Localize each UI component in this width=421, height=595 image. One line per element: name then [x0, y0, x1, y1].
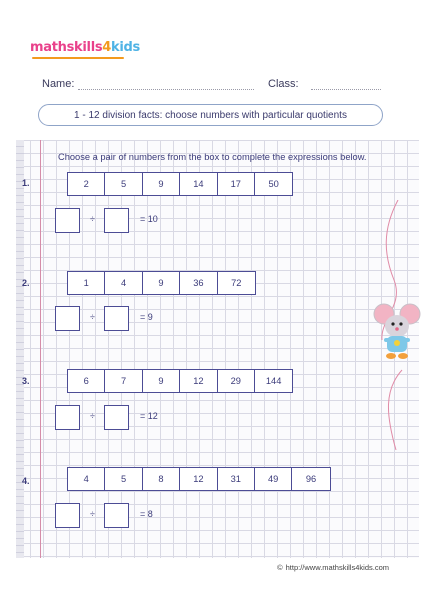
problem-2-divide-sign: ÷ — [90, 312, 95, 322]
margin-line — [40, 140, 41, 558]
name-field[interactable] — [78, 80, 254, 90]
brand-logo-part-4: 4 — [102, 39, 112, 55]
problem-3-choice[interactable]: 144 — [265, 376, 282, 386]
problem-3-number: 3. — [22, 376, 30, 386]
problem-3-choice[interactable]: 6 — [68, 370, 105, 392]
problem-4-choice[interactable]: 5 — [105, 468, 142, 490]
problem-1-divide-sign: ÷ — [90, 214, 95, 224]
problem-3-number-box — [67, 369, 293, 393]
problem-4-divide-sign: ÷ — [90, 509, 95, 519]
problem-4-number: 4. — [22, 476, 30, 486]
problem-1-choice[interactable]: 17 — [218, 173, 255, 195]
brand-logo — [30, 38, 140, 56]
problem-1-choice[interactable]: 5 — [105, 173, 142, 195]
name-label: Name: — [42, 78, 75, 90]
problem-4-choice[interactable]: 31 — [218, 468, 255, 490]
problem-2-choice[interactable]: 4 — [105, 272, 142, 294]
problem-3-choice[interactable]: 7 — [105, 370, 142, 392]
problem-3-dividend-box[interactable] — [55, 405, 80, 430]
class-label: Class: — [268, 78, 299, 90]
brand-logo-underline — [32, 57, 124, 59]
problem-4-dividend-box[interactable] — [55, 503, 80, 528]
brand-logo-part-skills: skills — [66, 39, 103, 55]
problem-3-divisor-box[interactable] — [104, 405, 129, 430]
problem-1-choice[interactable]: 9 — [143, 173, 180, 195]
name-row — [42, 78, 254, 90]
problem-2-choice[interactable]: 9 — [143, 272, 180, 294]
problem-1-number: 1. — [22, 178, 30, 188]
class-row — [268, 78, 381, 90]
problem-1-number-box — [67, 172, 293, 196]
problem-4-divisor-box[interactable] — [104, 503, 129, 528]
problem-2-number-box — [67, 271, 256, 295]
footer-url-link[interactable]: http://www.mathskills4kids.com — [285, 563, 389, 572]
spiral-binding — [16, 140, 24, 558]
problem-2-choice[interactable]: 72 — [231, 278, 242, 288]
problem-4-quotient: = 8 — [140, 509, 153, 519]
problem-2-quotient: = 9 — [140, 312, 153, 322]
problem-2-divisor-box[interactable] — [104, 306, 129, 331]
problem-1-choice[interactable]: 50 — [268, 179, 279, 189]
problem-1-dividend-box[interactable] — [55, 208, 80, 233]
problem-4-choice[interactable]: 4 — [68, 468, 105, 490]
problem-2-dividend-box[interactable] — [55, 306, 80, 331]
problem-2-choice[interactable]: 36 — [180, 272, 217, 294]
problem-4-number-box — [67, 467, 331, 491]
problem-1-choice[interactable]: 14 — [180, 173, 217, 195]
brand-logo-part-math: math — [30, 39, 67, 55]
problem-4-choice[interactable]: 96 — [305, 474, 317, 484]
problem-1-choice[interactable]: 2 — [68, 173, 105, 195]
problem-4-choice[interactable]: 8 — [143, 468, 180, 490]
problem-1-quotient: = 10 — [140, 214, 158, 224]
grid-paper — [16, 140, 419, 558]
class-field[interactable] — [311, 80, 381, 90]
problem-4-choice[interactable]: 49 — [255, 468, 292, 490]
problem-2-number: 2. — [22, 278, 30, 288]
problem-4-choice[interactable]: 12 — [180, 468, 217, 490]
problem-2-choice[interactable]: 1 — [68, 272, 105, 294]
worksheet-title — [38, 104, 383, 126]
problem-1-divisor-box[interactable] — [104, 208, 129, 233]
copyright-icon: © — [277, 563, 283, 572]
problem-3-choice[interactable]: 9 — [143, 370, 180, 392]
worksheet-title-text: 1 - 12 division facts: choose numbers with particular quotients — [74, 109, 347, 121]
instruction-text: Choose a pair of numbers from the box to complete the expressions below. — [58, 152, 367, 162]
problem-3-choice[interactable]: 29 — [218, 370, 255, 392]
problem-3-quotient: = 12 — [140, 411, 158, 421]
mouse-mascot-icon — [372, 300, 421, 362]
footer — [277, 563, 389, 572]
problem-3-choice[interactable]: 12 — [180, 370, 217, 392]
brand-logo-part-kids: kids — [111, 39, 140, 55]
problem-3-divide-sign: ÷ — [90, 411, 95, 421]
